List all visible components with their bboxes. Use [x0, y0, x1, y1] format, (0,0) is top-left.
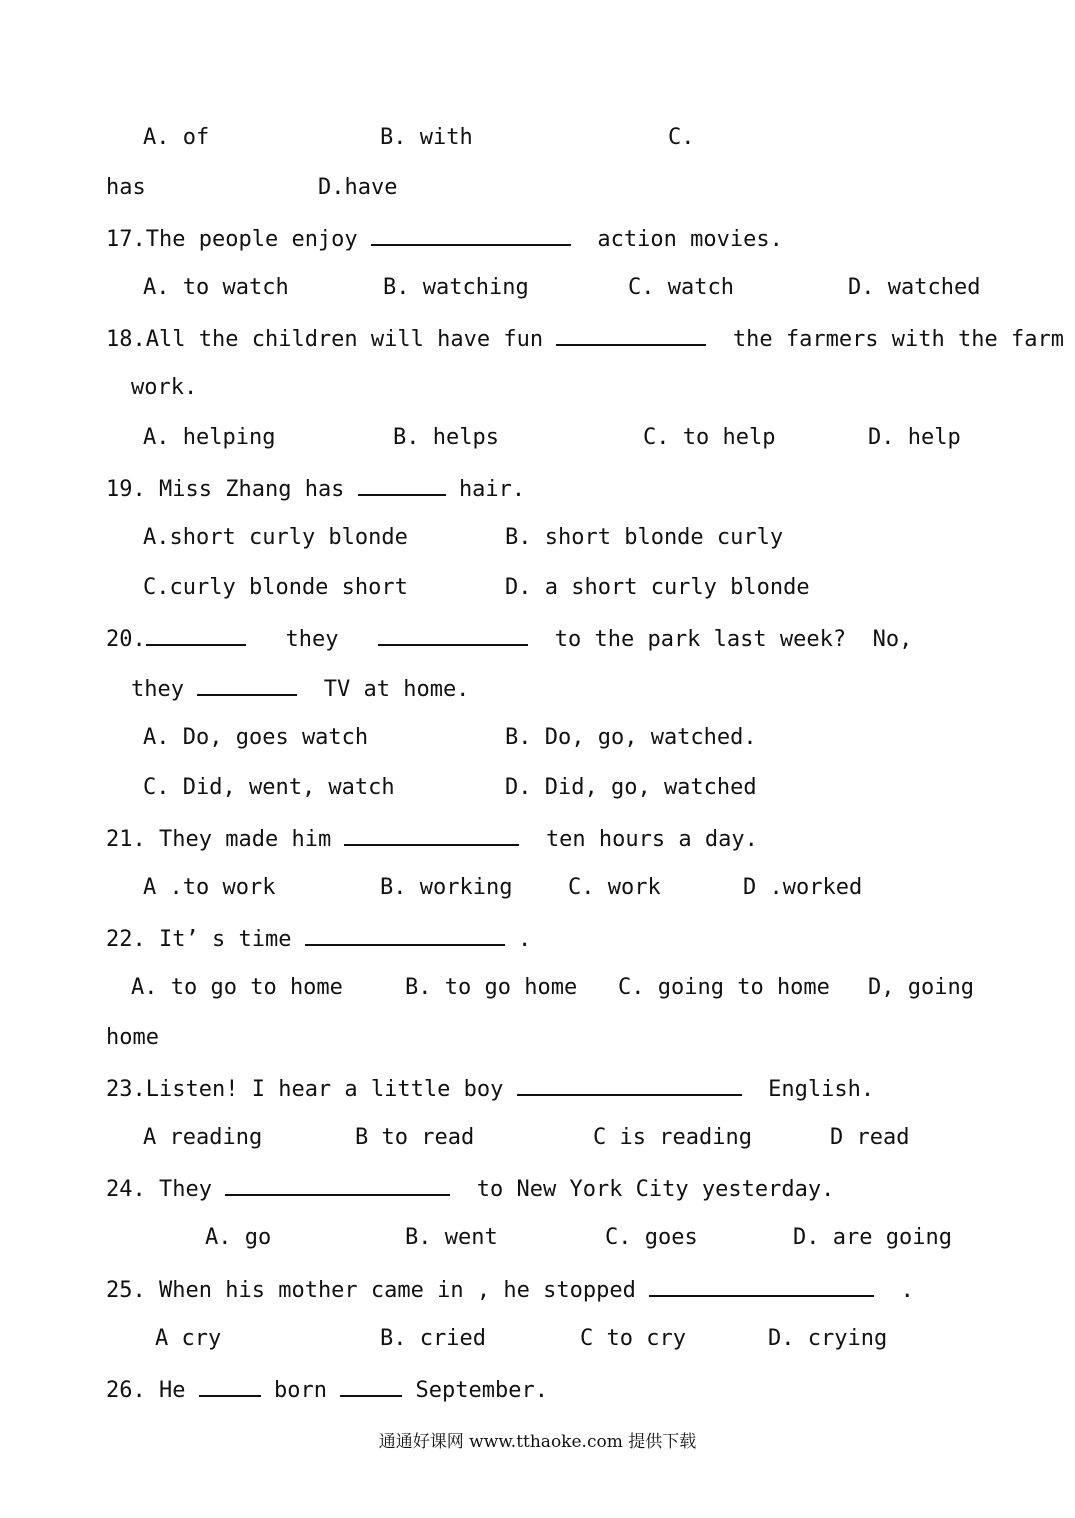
question-number: 17.: [106, 227, 146, 252]
question-text: they: [285, 627, 339, 652]
option-d: D.have: [318, 175, 398, 200]
answer-blank: [199, 1375, 261, 1397]
question-text: He: [159, 1378, 186, 1403]
option-a: A .to work: [143, 875, 276, 900]
option-d: D. help: [868, 425, 961, 450]
option-c: C. watch: [628, 275, 734, 300]
question-text: they: [131, 677, 184, 702]
question-text: TV at home.: [323, 677, 470, 702]
option-a: A. of: [143, 125, 210, 150]
question-text: It’ s time: [159, 927, 292, 952]
question-text: to the park last week?: [554, 627, 847, 652]
option-a: A. to watch: [143, 275, 289, 300]
question-number: 21.: [106, 827, 146, 852]
question-continued: work.: [131, 375, 198, 400]
option-d-continued: home: [106, 1025, 159, 1050]
question-continued: [131, 674, 469, 704]
option-a: A. go: [205, 1225, 272, 1250]
option-b: B. went: [405, 1225, 498, 1250]
option-d: D. crying: [768, 1326, 888, 1351]
answer-blank: [358, 474, 446, 496]
option-b: B. with: [380, 125, 473, 150]
option-b: B. helps: [393, 425, 499, 450]
question-number: 25.: [106, 1278, 146, 1303]
question-text: action movies.: [597, 227, 783, 252]
answer-blank: [305, 924, 505, 946]
question-text: All the children will have fun: [145, 327, 544, 352]
option-d: D .worked: [743, 875, 863, 900]
answer-blank: [649, 1275, 874, 1297]
option-d: D. a short curly blonde: [505, 575, 810, 600]
question-text: They made him: [159, 827, 332, 852]
question-18: [106, 324, 1064, 354]
question-text: .: [900, 1278, 914, 1303]
question-text: to New York City yesterday.: [476, 1177, 835, 1202]
question-number: 19.: [106, 477, 146, 502]
question-text: born: [274, 1378, 327, 1403]
option-d: D. Did, go, watched: [505, 775, 757, 800]
option-a: A. Do, goes watch: [143, 725, 369, 750]
question-26: [106, 1375, 548, 1405]
question-text: Miss Zhang has: [159, 477, 345, 502]
option-b: B. cried: [380, 1326, 486, 1351]
question-23: [106, 1074, 874, 1104]
answer-blank: [340, 1375, 402, 1397]
option-c: C.curly blonde short: [143, 575, 408, 600]
answer-blank: [197, 674, 297, 696]
option-b: B. to go home: [405, 975, 578, 1000]
option-b: B. watching: [383, 275, 529, 300]
option-d: D, going: [868, 975, 974, 1000]
option-a: A. helping: [143, 425, 276, 450]
answer-blank: [146, 624, 246, 646]
option-c-continued: has: [106, 175, 146, 200]
option-c: C. goes: [605, 1225, 698, 1250]
option-c: C. to help: [643, 425, 776, 450]
option-d: D. watched: [848, 275, 981, 300]
question-number: 22.: [106, 927, 146, 952]
option-c: C. Did, went, watch: [143, 775, 395, 800]
question-22: [106, 924, 531, 954]
answer-blank: [225, 1174, 450, 1196]
option-a: A reading: [143, 1125, 263, 1150]
question-text: The people enjoy: [145, 227, 358, 252]
option-a: A cry: [155, 1326, 222, 1351]
answer-blank: [371, 224, 571, 246]
question-text: English.: [768, 1077, 875, 1102]
question-text: .: [517, 927, 532, 952]
question-text: Listen! I hear a little boy: [145, 1077, 504, 1102]
option-b: B to read: [355, 1125, 475, 1150]
question-number: 20.: [106, 627, 146, 652]
question-19: [106, 474, 525, 504]
question-20: [106, 624, 912, 654]
question-text: They: [159, 1177, 212, 1202]
option-d: D read: [830, 1125, 910, 1150]
question-text: the farmers with the farm: [732, 327, 1064, 352]
answer-blank: [556, 324, 706, 346]
question-text: No,: [872, 627, 913, 652]
option-a: A. to go to home: [131, 975, 343, 1000]
question-text: September.: [415, 1378, 548, 1403]
page-footer: 通通好课网 www.tthaoke.com 提供下载: [378, 1432, 697, 1452]
option-c: C. work: [568, 875, 661, 900]
option-c: C. going to home: [618, 975, 830, 1000]
option-c: C.: [668, 125, 695, 150]
option-b: B. working: [380, 875, 513, 900]
answer-blank: [378, 624, 528, 646]
answer-blank: [344, 824, 519, 846]
option-d: D. are going: [793, 1225, 952, 1250]
question-21: [106, 824, 758, 854]
option-b: B. short blonde curly: [505, 525, 784, 550]
question-number: 24.: [106, 1177, 146, 1202]
question-number: 18.: [106, 327, 146, 352]
question-number: 26.: [106, 1378, 146, 1403]
question-text: hair.: [458, 477, 526, 502]
question-number: 23.: [106, 1077, 146, 1102]
question-24: [106, 1174, 834, 1204]
question-25: [106, 1275, 914, 1305]
option-a: A.short curly blonde: [143, 525, 408, 550]
question-text: When his mother came in , he stopped: [159, 1278, 636, 1303]
question-17: [106, 224, 783, 254]
option-c: C is reading: [593, 1125, 752, 1150]
option-b: B. Do, go, watched.: [505, 725, 757, 750]
option-c: C to cry: [580, 1326, 686, 1351]
question-text: ten hours a day.: [545, 827, 758, 852]
answer-blank: [517, 1074, 742, 1096]
